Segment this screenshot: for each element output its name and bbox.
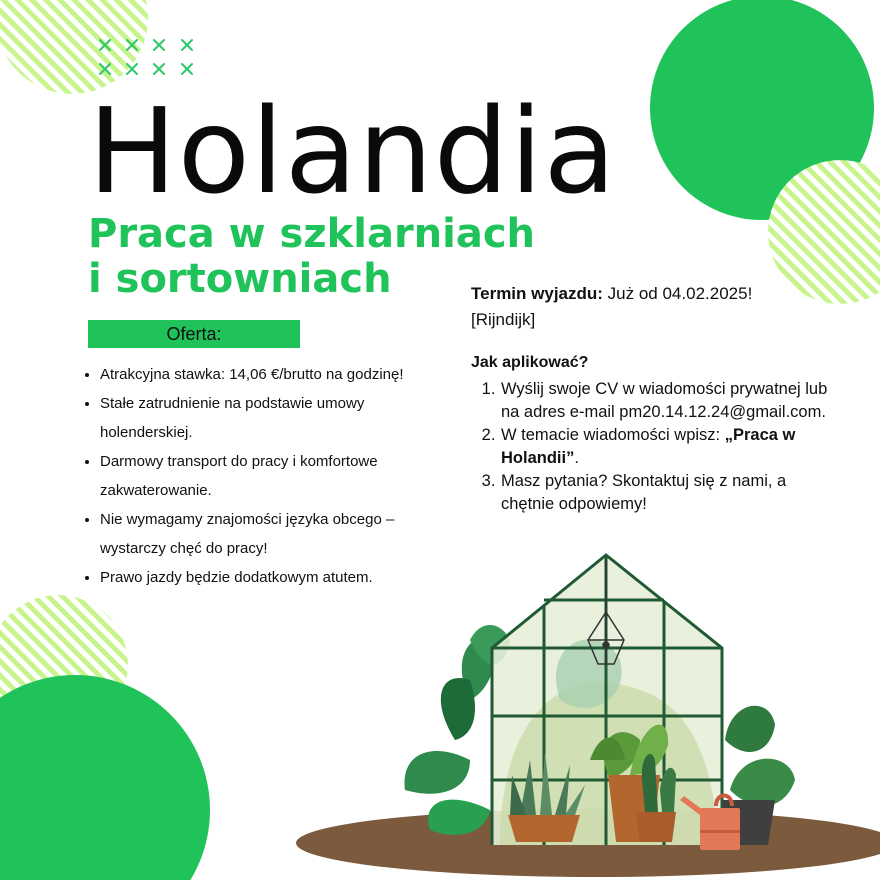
striped-circle-top-left — [0, 0, 148, 94]
apply-step-1: 1. Wyślij swoje CV w wiadomości prywatnej lub na adres e-mail pm20.14.12.24@gmail.com. — [500, 378, 841, 424]
offer-item: • Stałe zatrudnienie na podstawie umowy holenderskiej. — [100, 389, 430, 447]
apply-step-2-subject: „Praca w Holandii” — [501, 426, 796, 467]
subtitle-line-2: i sortowniach — [88, 256, 392, 302]
apply-step-2-end: . — [574, 449, 579, 467]
offer-item: • Prawo jazdy będzie dodatkowym atutem. — [100, 563, 430, 592]
departure-date — [471, 282, 841, 306]
offer-item: • Nie wymagamy znajomości języka obcego – wystarczy chęć do pracy! — [100, 505, 430, 563]
subtitle-line-1: Praca w szklarniach — [88, 211, 536, 257]
offer-item: • Atrakcyjna stawka: 14,06 €/brutto na godzinę! — [100, 360, 430, 389]
departure-label: Termin wyjazdu: — [471, 284, 603, 303]
apply-step-2 — [500, 424, 841, 470]
greenhouse-illustration — [296, 555, 880, 877]
green-circle-bottom-left — [0, 675, 210, 880]
application-info — [471, 282, 841, 516]
page-title: Holandia — [88, 82, 617, 220]
apply-step-3: 3. Masz pytania? Skontaktuj się z nami, a chętnie odpowiemy! — [500, 470, 841, 516]
offer-label: Oferta: — [88, 320, 300, 348]
apply-steps — [471, 378, 841, 516]
apply-step-2-text: W temacie wiadomości wpisz: — [501, 426, 725, 444]
departure-value: Już od 04.02.2025! — [607, 284, 753, 303]
location: [Rijndijk] — [471, 310, 536, 329]
offer-item: • Darmowy transport do pracy i komfortowe zakwaterowanie. — [100, 447, 430, 505]
apply-heading: Jak aplikować? — [471, 354, 589, 371]
offer-list — [80, 360, 430, 592]
